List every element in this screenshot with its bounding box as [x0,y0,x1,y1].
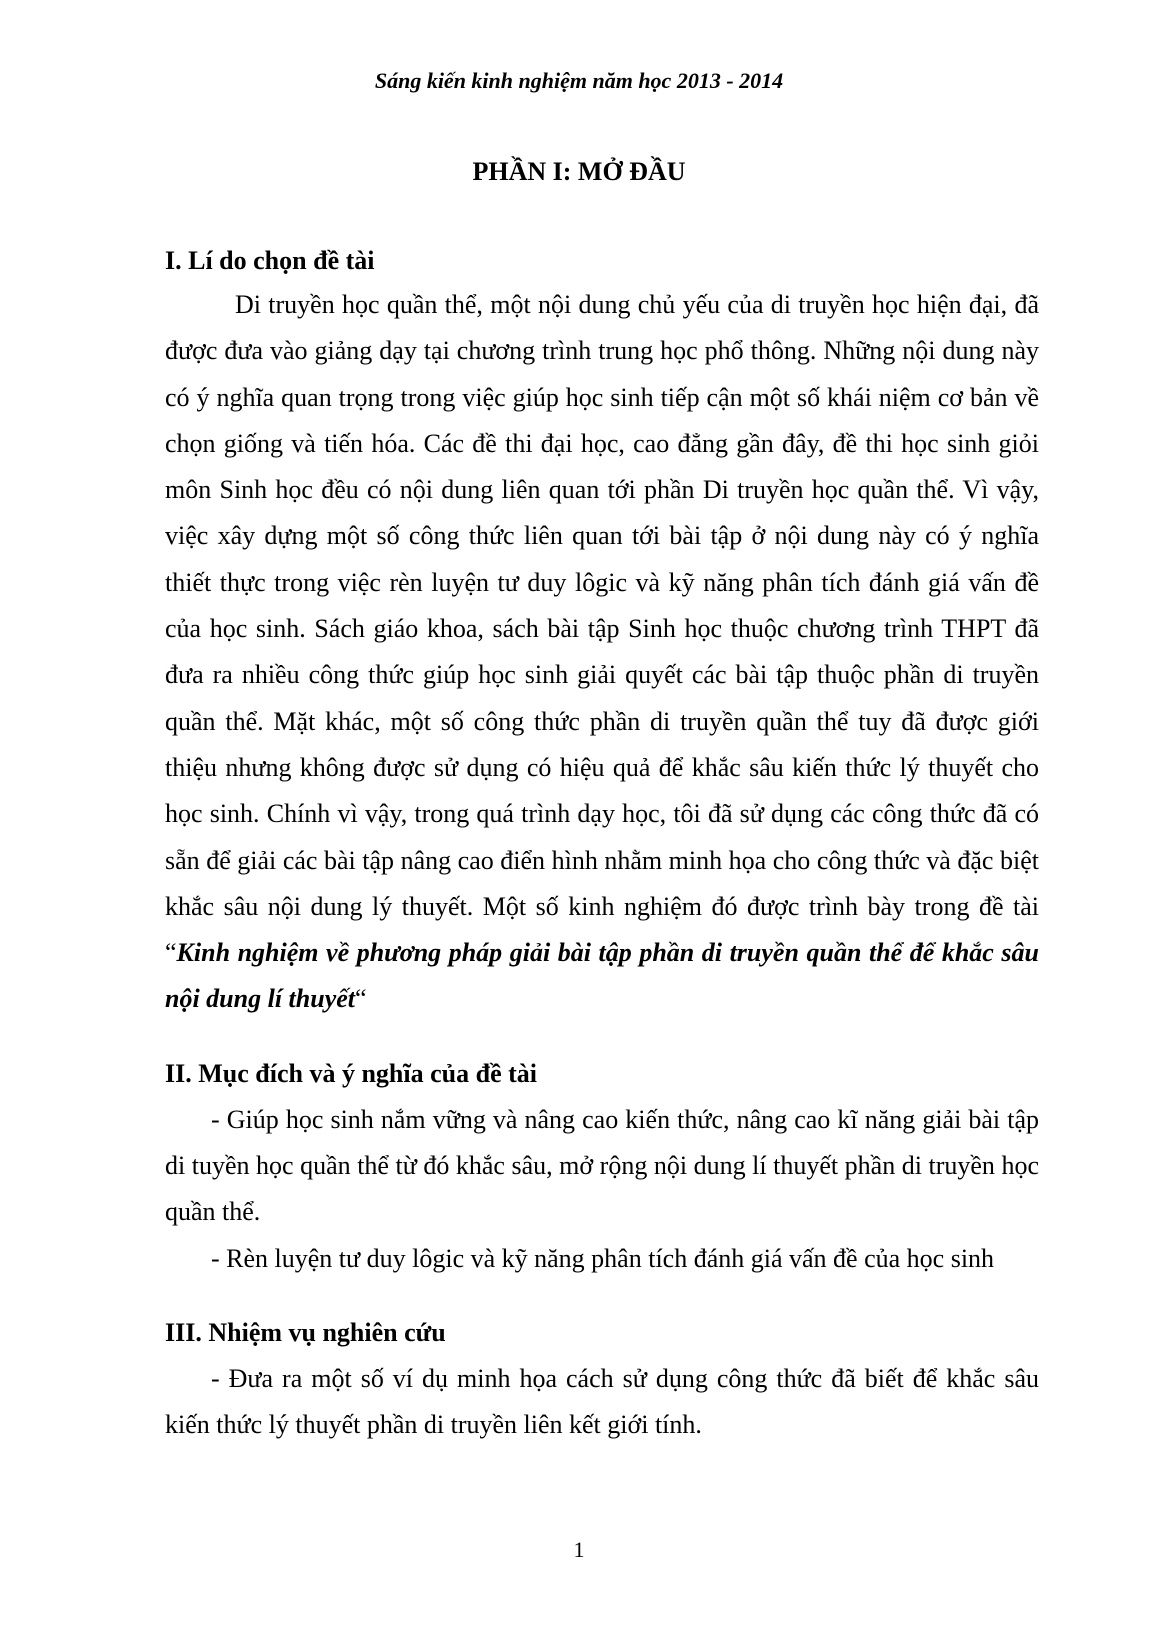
section-heading-tasks: III. Nhiệm vụ nghiên cứu [165,1317,446,1347]
section-heading-purpose: II. Mục đích và ý nghĩa của đề tài [165,1058,537,1088]
paragraph-reason [165,282,1039,1023]
topic-title: Kinh nghiệm về phương pháp giải bài tập phần di truyền quần thể để khắc sâu nội dung lí thuyết [165,938,1039,1014]
closing-quote: “ [355,984,367,1014]
document-body [165,244,1039,1449]
running-header: Sáng kiến kinh nghiệm năm học 2013 - 2014 [374,68,784,93]
page-number: 1 [573,1537,585,1562]
purpose-item-1: - Giúp học sinh nắm vững và nâng cao kiến thức, nâng cao kĩ năng giải bài tập di tuyền học quần thể từ đó khắc sâu, mở rộng nội dung lí thuyết phần di truyền học quần thể. [165,1104,1039,1227]
section-heading-reason: I. Lí do chọn đề tài [165,246,375,275]
part-title: PHẦN I: MỞ ĐẦU [472,157,686,186]
paragraph-reason-text: Di truyền học quần thể, một nội dung chủ yếu của di truyền học hiện đại, đã được đưa vào giảng dạy tại chương trình trung học phổ thông. Những nội dung này có ý nghĩa quan trọng trong việc giúp học sinh tiếp cận một số khái niệm cơ bản về chọn giống và tiến hóa. Các đề thi đại học, cao đẳng gần đây, đề thi học sinh giỏi môn Sinh học đều có nội dung liên quan tới phần Di truyền học quần thể. Vì vậy, việc xây dựng một số công thức liên quan tới bài tập ở nội dung này có ý nghĩa thiết thực trong việc rèn luyện tư duy lôgic và kỹ năng phân tích đánh giá vấn đề của học sinh. Sách giáo khoa, sách bài tập Sinh học thuộc chương trình THPT đã đưa ra nhiều công thức giúp học sinh giải quyết các bài tập thuộc phần di truyền quần thể. Mặt khác, một số công thức phần di truyền quần thể tuy đã được giới thiệu nhưng không được sử dụng có hiệu quả để khắc sâu kiến thức lý thuyết cho học sinh. Chính vì vậy, trong quá trình dạy học, tôi đã sử dụng các công thức đã có sẵn để giải các bài tập nâng cao điển hình nhằm minh họa cho công thức và đặc biệt khắc sâu nội dung lý thuyết. Một số kinh nghiệm đó được trình bày trong đề tài “ [165,290,1039,968]
purpose-item-2: - Rèn luyện tư duy lôgic và kỹ năng phân tích đánh giá vấn đề của học sinh [211,1243,995,1273]
tasks-item-1: - Đưa ra một số ví dụ minh họa cách sử dụng công thức đã biết để khắc sâu kiến thức lý thuyết phần di truyền liên kết giới tính. [165,1363,1039,1440]
